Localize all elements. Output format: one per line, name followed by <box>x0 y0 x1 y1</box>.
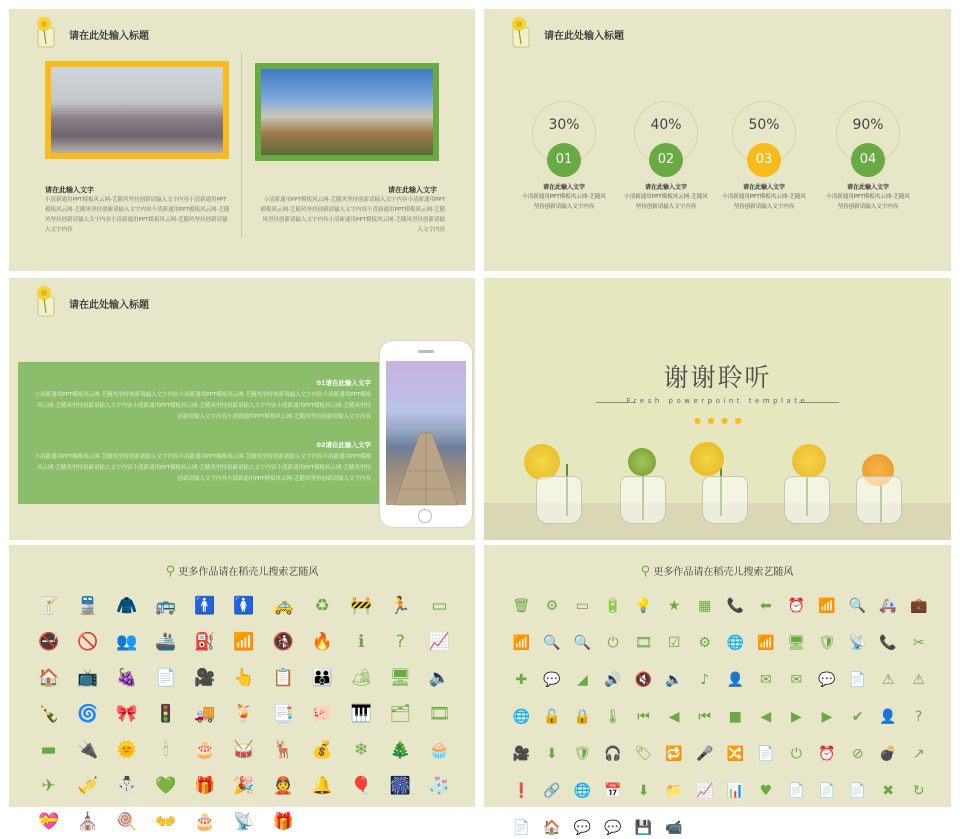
pictogram-icon: ✖ <box>882 783 894 799</box>
pictogram-icon: 🔔 <box>311 776 333 796</box>
pictogram-icon: 🎞 <box>428 704 451 724</box>
pictogram-icon: 💰 <box>311 740 333 760</box>
pictogram-icon: 📄 <box>848 672 867 688</box>
pictogram-icon: 🎥 <box>512 746 530 762</box>
title-text: 更多作品请在稻壳儿搜索艺随风 <box>653 567 794 578</box>
percent-value: 30% <box>548 117 580 133</box>
pictogram-icon: ■ <box>728 709 742 725</box>
city-photo <box>45 61 229 159</box>
pictogram-icon: 🛡 <box>573 746 592 762</box>
pictogram-icon: 🚭 <box>37 632 60 652</box>
pictogram-icon: ◀ <box>760 709 772 725</box>
pictogram-icon: ⚠ <box>881 672 895 688</box>
pictogram-icon: 📑 <box>272 704 294 724</box>
pictogram-icon: ⛄ <box>116 776 138 796</box>
pictogram-icon: 🔇 <box>634 672 653 688</box>
percent-value: 40% <box>650 117 682 133</box>
pictogram-icon: 🚦 <box>155 704 177 724</box>
pictogram-icon: 🖥 <box>787 635 806 651</box>
pictogram-icon: 🗑 <box>512 598 531 614</box>
search-icon: ⚲ <box>640 564 651 579</box>
dandelion-logo-icon <box>508 16 534 48</box>
pictogram-icon: 🦌 <box>272 740 294 760</box>
phone-mockup <box>379 340 473 528</box>
slide-title: 请在此处输入标题 <box>544 31 624 42</box>
pictogram-icon: 🔍 <box>573 635 592 651</box>
pictogram-icon: 🌐 <box>573 783 592 799</box>
item-label: 请在此输入文字 <box>846 184 889 191</box>
pictogram-icon: 📁 <box>665 783 683 799</box>
pictogram-icon: ⏰ <box>818 746 836 762</box>
pictogram-icon: 🔒 <box>573 709 592 725</box>
pictogram-icon: 🍸 <box>37 596 60 616</box>
pictogram-icon: 🍹 <box>233 704 255 724</box>
glass-vase <box>784 476 830 524</box>
pictogram-icon: ♥ <box>759 783 773 799</box>
pictogram-icon: 🎁 <box>272 812 294 832</box>
pictogram-icon: ▭ <box>575 598 590 614</box>
subtitle: Fresh powerpoint template <box>626 397 809 405</box>
pictogram-icon: ⏻ <box>607 635 619 651</box>
pictogram-icon: 💝 <box>37 812 60 832</box>
pictogram-icon: 📶 <box>512 635 530 651</box>
text-band <box>18 362 381 504</box>
slide-6[interactable] <box>484 545 951 836</box>
pictogram-icon: ⏮ <box>698 709 711 725</box>
pictogram-icon: 📶 <box>233 632 255 652</box>
pictogram-icon: ✉ <box>759 672 772 688</box>
pictogram-icon: ◀ <box>668 709 680 725</box>
pictogram-icon: 💬 <box>818 672 836 688</box>
icon-grid <box>506 595 934 839</box>
pictogram-icon: ⏮ <box>637 709 650 725</box>
pictogram-icon: ? <box>914 709 923 725</box>
pictogram-icon: 🏃 <box>389 596 411 616</box>
left-heading: 请在此输入文字 <box>45 186 94 194</box>
icon-slide-title <box>9 563 475 579</box>
pictogram-icon: 🔓 <box>543 709 561 725</box>
yellow-flower <box>524 444 560 480</box>
pictogram-icon: 🔋 <box>604 598 622 614</box>
slide-4[interactable] <box>484 278 951 540</box>
item-label: 请在此输入文字 <box>742 184 785 191</box>
pictogram-icon: 🍾 <box>37 704 60 724</box>
number-badge: 02 <box>649 143 683 177</box>
pictogram-icon: 📄 <box>818 783 836 799</box>
right-heading: 请在此输入文字 <box>388 186 437 194</box>
pictogram-icon: 🌐 <box>726 635 744 651</box>
thanks-title: 谢谢聆听 <box>663 363 772 392</box>
pictogram-icon: ⛽ <box>194 632 216 652</box>
pictogram-icon: 🚌 <box>155 596 177 616</box>
pictogram-icon: 🎁 <box>194 776 216 796</box>
pictogram-icon: 🎤 <box>695 746 714 762</box>
pictogram-icon: 🧥 <box>116 596 138 616</box>
pictogram-icon: 🌞 <box>116 740 138 760</box>
pictogram-icon: 🔁 <box>665 746 683 762</box>
pictogram-icon: ☑ <box>667 635 681 651</box>
pictogram-icon: 🏠 <box>37 668 60 688</box>
pictogram-icon: 🚧 <box>350 596 372 616</box>
pictogram-icon: 📄 <box>757 746 775 762</box>
pictogram-icon: 🚕 <box>272 596 294 616</box>
title-text: 更多作品请在稻壳儿搜索艺随风 <box>178 567 319 578</box>
pictogram-icon: 🏷 <box>634 746 653 762</box>
pictogram-icon: 🚺 <box>233 596 255 616</box>
pictogram-icon: ▭ <box>431 596 448 616</box>
pictogram-icon: 🔌 <box>77 740 99 760</box>
pictogram-icon: 📹 <box>665 820 683 836</box>
pictogram-icon: ❗ <box>512 783 530 799</box>
percent-value: 90% <box>852 117 884 133</box>
pictogram-icon: ⊘ <box>851 746 864 762</box>
slide-3[interactable] <box>9 278 475 540</box>
pictogram-icon: ▶ <box>821 709 833 725</box>
item-label: 请在此输入文字 <box>644 184 687 191</box>
pictogram-icon: ▬ <box>40 740 57 760</box>
pictogram-icon: 📞 <box>726 598 744 614</box>
number-badge: 04 <box>851 143 885 177</box>
pictogram-icon: ◢ <box>577 672 588 688</box>
pictogram-icon: 🧦 <box>428 776 451 796</box>
pictogram-icon: 💡 <box>634 598 653 614</box>
pictogram-icon: 🎀 <box>116 704 138 724</box>
pictogram-icon: 💬 <box>604 820 622 836</box>
pictogram-icon: 🎆 <box>389 776 411 796</box>
pictogram-icon: 📄 <box>787 783 806 799</box>
pictogram-icon: 🚢 <box>155 632 177 652</box>
pictogram-icon: 🎄 <box>389 740 411 760</box>
pictogram-icon: 💬 <box>573 820 592 836</box>
pictogram-icon: 🖥 <box>389 668 412 688</box>
pictogram-icon: 📄 <box>155 668 177 688</box>
pictogram-icon: 🌐 <box>512 709 530 725</box>
pictogram-icon: 🔍 <box>848 598 867 614</box>
pictogram-icon: ✂ <box>912 635 925 651</box>
slide-1[interactable] <box>9 9 475 271</box>
pictogram-icon: 🍇 <box>116 668 138 688</box>
pictogram-icon: 📈 <box>695 783 714 799</box>
pictogram-icon: ♪ <box>700 672 710 688</box>
item-text: 小清新通用PPT模板风云网-艺随风坚持创新请输入文字内容 <box>826 194 910 210</box>
pictogram-icon: 🥁 <box>233 740 255 760</box>
pictogram-icon: 🔗 <box>543 783 561 799</box>
item-text: 小清新通用PPT模板风云网-艺随风坚持创新请输入文字内容 <box>722 194 806 210</box>
pictogram-icon: 🔀 <box>726 746 744 762</box>
pictogram-icon: 📈 <box>428 632 451 652</box>
item-text: 小清新通用PPT模板风云网-艺随风坚持创新请输入文字内容 <box>624 194 708 210</box>
pictogram-icon: 🔈 <box>665 672 683 688</box>
pictogram-icon: 🚚 <box>194 704 216 724</box>
pictogram-icon: 🚑 <box>879 598 897 614</box>
band-heading-2: 02请在此输入文字 <box>316 441 371 449</box>
pictogram-icon: ⚠ <box>912 672 925 688</box>
left-body: 小清新通用PPT模板风云网-艺随风坚持创新请输入文字内容小清新通用PPT模板风云网-艺随风坚持创新请输入文字内容小清新通用PPT模板风云网-艺随风坚持创新请输入文字内容小清新通用PPT模板风云网-艺随风坚持创新请输入文字内容 <box>45 197 230 233</box>
pictogram-icon: 🐖 <box>311 704 333 724</box>
pictogram-icon: ★ <box>667 598 681 614</box>
pictogram-icon: 👪 <box>311 668 333 688</box>
pictogram-icon: 👲 <box>272 776 294 796</box>
pictogram-icon: ⚙ <box>698 635 711 651</box>
pictogram-icon: 🎺 <box>77 776 99 796</box>
pictogram-icon: 🍭 <box>116 812 138 832</box>
pictogram-icon: 👆 <box>233 668 255 688</box>
pictogram-icon: 🕯 <box>163 740 169 760</box>
yellow-flower <box>792 444 826 478</box>
pictogram-icon: ⬇ <box>545 746 558 762</box>
pictogram-icon: 📄 <box>848 783 867 799</box>
pictogram-icon: 💚 <box>155 776 177 796</box>
pictogram-icon: 🌡 <box>604 709 622 725</box>
pictogram-icon: 🚆 <box>77 596 99 616</box>
pictogram-icon: 📅 <box>604 783 622 799</box>
pictogram-icon: 🎞 <box>634 635 653 651</box>
pictogram-icon: 🎂 <box>194 740 216 760</box>
pictogram-icon: ⬇ <box>637 783 650 799</box>
pictogram-icon: 🚹 <box>194 596 216 616</box>
percent-value: 50% <box>748 117 780 133</box>
pictogram-icon: ↻ <box>912 783 925 799</box>
pictogram-icon: 🗂 <box>389 704 412 724</box>
pictogram-icon: ⏻ <box>790 746 802 762</box>
pictogram-icon: 👥 <box>116 632 138 652</box>
pictogram-icon: ✔ <box>851 709 864 725</box>
glass-vase <box>856 476 902 524</box>
pictogram-icon: 🚯 <box>272 632 294 652</box>
pictogram-icon: ℹ <box>358 632 365 652</box>
pictogram-icon: 📡 <box>848 635 867 651</box>
pictogram-icon: ⏰ <box>787 598 806 614</box>
band-body-2: 小清新通用PPT模板风云网-艺随风坚持创新请输入文字内容小清新通用PPT模板风云网-艺随风坚持创新请输入文字内容小清新通用PPT模板风云网-艺随风坚持创新请输入文字内容小清新通用PPT模板风云网-艺随风坚持创新请输入文字内容小清新通用PPT模板风云网-艺随风坚持创新请输入文字内容小清新通用PPT模板风云网-艺随风坚持创新请输入文字内容 <box>34 454 371 482</box>
slide-title: 请在此处输入标题 <box>69 31 149 42</box>
pictogram-icon: 💾 <box>634 820 653 836</box>
band-heading-1: 01请在此输入文字 <box>316 379 371 387</box>
dandelion-logo-icon <box>33 16 59 48</box>
pictogram-icon: ↗ <box>912 746 925 762</box>
pictogram-icon: 👤 <box>879 709 897 725</box>
pictogram-icon: 💼 <box>909 598 928 614</box>
slide-2[interactable] <box>484 9 951 271</box>
pictogram-icon: 🧁 <box>428 740 451 760</box>
green-bud <box>628 448 656 476</box>
pictogram-icon: ⬅ <box>759 598 772 614</box>
pictogram-icon: 🔍 <box>543 635 561 651</box>
pictogram-icon: ♻ <box>314 596 330 616</box>
pictogram-icon: 🚫 <box>77 632 99 652</box>
pictogram-icon: 🎉 <box>233 776 255 796</box>
pictogram-icon: 💬 <box>543 672 561 688</box>
yellow-flower <box>690 442 724 476</box>
pictogram-icon: ⛪ <box>77 812 99 832</box>
pictogram-icon: 📶 <box>818 598 836 614</box>
glass-vase <box>620 476 666 524</box>
pictogram-icon: 🎧 <box>604 746 622 762</box>
pictogram-icon: ▦ <box>698 598 712 614</box>
pictogram-icon: ? <box>395 632 405 652</box>
number-badge: 03 <box>747 143 781 177</box>
item-text: 小清新通用PPT模板风云网-艺随风坚持创新请输入文字内容 <box>522 194 606 210</box>
pictogram-icon: ✚ <box>515 672 528 688</box>
search-icon: ⚲ <box>165 564 176 579</box>
icon-slide-title <box>484 563 950 579</box>
pictogram-icon: 📊 <box>726 783 744 799</box>
number-badge: 01 <box>547 143 581 177</box>
item-label: 请在此输入文字 <box>542 184 585 191</box>
pictogram-icon: 📋 <box>272 668 294 688</box>
pictogram-icon: 🔊 <box>604 672 622 688</box>
london-photo <box>255 63 439 161</box>
pictogram-icon: 📄 <box>512 820 530 836</box>
pictogram-icon: ▶ <box>791 709 802 725</box>
pictogram-icon: 🎥 <box>194 668 216 688</box>
right-body: 小清新通用PPT模板风云网-艺随风坚持创新请输入文字内容小清新通用PPT模板风云网-艺随风坚持创新请输入文字内容小清新通用PPT模板风云网-艺随风坚持创新请输入文字内容小清新通用PPT模板风云网-艺随风坚持创新请输入文字内容 <box>260 197 445 233</box>
pictogram-icon: 🔥 <box>311 632 333 652</box>
pictogram-icon: 📡 <box>233 812 255 832</box>
pictogram-icon: 🏕 <box>350 668 373 688</box>
icon-grid <box>29 595 459 833</box>
pictogram-icon: 🏠 <box>543 820 561 836</box>
pictogram-icon: 💣 <box>879 746 897 762</box>
pictogram-icon: ✈ <box>41 776 56 796</box>
dandelion-logo-icon <box>33 285 59 317</box>
pictogram-icon: 👤 <box>726 672 744 688</box>
slide-title: 请在此处输入标题 <box>69 300 149 311</box>
pictogram-icon: 🔈 <box>428 668 451 688</box>
band-body-1: 小清新通用PPT模板风云网-艺随风坚持创新请输入文字内容小清新通用PPT模板风云网-艺随风坚持创新请输入文字内容小清新通用PPT模板风云网-艺随风坚持创新请输入文字内容小清新通用PPT模板风云网-艺随风坚持创新请输入文字内容小清新通用PPT模板风云网-艺随风坚持创新请输入文字内容小清新通用PPT模板风云网-艺随风坚持创新请输入文字内容 <box>34 392 371 420</box>
pictogram-icon: 🎹 <box>350 704 372 724</box>
pictogram-icon: 📶 <box>757 635 775 651</box>
divider <box>241 53 242 237</box>
pier-photo <box>386 361 466 505</box>
pictogram-icon: ✉ <box>790 672 803 688</box>
pictogram-icon: 🎈 <box>350 776 372 796</box>
accent-dots: ● ● ● ● <box>694 416 744 425</box>
pictogram-icon: 📺 <box>77 668 99 688</box>
glass-vase <box>702 476 748 524</box>
pictogram-icon: 📞 <box>879 635 897 651</box>
pictogram-icon: ⚙ <box>545 598 559 614</box>
pictogram-icon: 👐 <box>155 812 177 832</box>
slide-5[interactable] <box>9 545 475 832</box>
pictogram-icon: 🎂 <box>194 812 216 832</box>
pictogram-icon: ❄ <box>354 740 369 760</box>
glass-vase <box>536 476 582 524</box>
pictogram-icon: 🛡 <box>818 635 836 651</box>
pictogram-icon: 🌀 <box>77 704 99 724</box>
